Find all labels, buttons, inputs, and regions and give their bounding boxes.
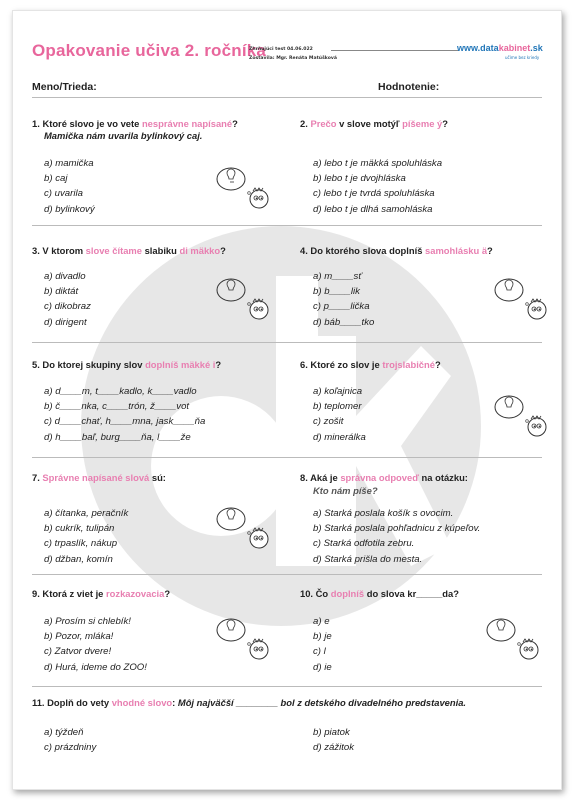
thinking-face-icon: [250, 299, 268, 319]
thinking-face-icon: [250, 188, 268, 208]
question-11-answers-left: [44, 725, 96, 755]
answer-option[interactable]: c) d____chať, h____mna, jask____ňa: [44, 416, 206, 428]
answer-option[interactable]: a) lebo t je mäkká spoluhláska: [313, 158, 443, 169]
answer-option[interactable]: c) l: [313, 646, 326, 658]
question-8-answers: [313, 506, 480, 567]
answer-option[interactable]: c) uvarila: [44, 188, 83, 200]
question-6-answers: [313, 384, 366, 445]
test-meta: [249, 45, 337, 63]
name-field-label: Meno/Trieda:: [32, 81, 97, 93]
answer-option[interactable]: b) b____lik: [313, 286, 360, 298]
question-9-answers: [44, 614, 147, 675]
question-2-answers: [313, 156, 442, 217]
answer-option[interactable]: d) džban, komín: [44, 553, 113, 565]
question-3-answers: [44, 269, 91, 330]
answer-option[interactable]: d) lebo t je dlhá samohláska: [313, 203, 433, 215]
lightbulb-thinking-icon: [209, 274, 271, 320]
question-3: 3. V ktorom slove čítame slabiku di mäkko?: [32, 245, 226, 256]
answer-option[interactable]: a) čítanka, peračník: [44, 508, 129, 519]
answer-option[interactable]: b) teplomer: [313, 401, 362, 413]
answer-option[interactable]: a) mamička: [44, 158, 94, 169]
lightbulb-thinking-icon: [479, 614, 541, 660]
thinking-face-icon: [520, 639, 538, 659]
section-divider: [32, 457, 542, 458]
answer-option[interactable]: b) diktát: [44, 286, 79, 298]
question-5-answers: [44, 384, 205, 445]
section-divider: [32, 686, 542, 687]
lightbulb-thinking-icon: [487, 274, 549, 320]
question-10-answers: [313, 614, 332, 675]
question-4: 4. Do ktorého slova doplníš samohlásku ä?: [300, 245, 493, 256]
answer-option[interactable]: a) Starká poslala košík s ovocim.: [313, 508, 454, 519]
thinking-face-icon: [528, 299, 546, 319]
question-8-sentence: Kto nám píše?: [313, 485, 378, 496]
thinking-face-icon: [250, 528, 268, 548]
answer-option[interactable]: c) zošit: [313, 416, 344, 428]
answer-option[interactable]: d) Hurá, ideme do ZOO!: [44, 661, 147, 673]
answer-option[interactable]: b) je: [313, 631, 332, 643]
answer-option[interactable]: c) trpaslík, nákup: [44, 538, 118, 550]
question-4-answers: [313, 269, 374, 330]
worksheet-page: [12, 10, 562, 790]
answer-option[interactable]: d) báb____tko: [313, 316, 375, 328]
question-9: 9. Ktorá z viet je rozkazovacia?: [32, 588, 171, 599]
answer-option[interactable]: d) h____baľ, burg____ňa, l____že: [44, 431, 191, 443]
answer-option[interactable]: b) cukrík, tulipán: [44, 523, 115, 535]
answer-option[interactable]: a) koľajnica: [313, 386, 363, 397]
site-tagline: učíme bez kriedy: [505, 55, 540, 60]
answer-option[interactable]: c) p____lička: [313, 301, 370, 313]
answer-option[interactable]: d) Starká prišla do mesta.: [313, 553, 423, 565]
lightbulb-thinking-icon: [209, 503, 271, 549]
answer-option[interactable]: c) Zatvor dvere!: [44, 646, 112, 658]
lightbulb-thinking-icon: [209, 614, 271, 660]
answer-option[interactable]: c) Starká odfotila zebru.: [313, 538, 415, 550]
question-7: 7. Správne napísané slová sú:: [32, 472, 166, 483]
question-11: 11. Doplň do vety vhodné slovo: Môj najväčší ________ bol z detského divadelného predstavenia.: [32, 697, 467, 708]
test-date: Zhrňujúci test 04.06.022: [249, 47, 313, 52]
answer-option[interactable]: b) Pozor, mláka!: [44, 631, 114, 643]
answer-option[interactable]: c) dikobraz: [44, 301, 91, 313]
question-5: 5. Do ktorej skupiny slov doplníš mäkké i?: [32, 359, 222, 370]
question-1-sentence: Mamička nám uvarila bylinkový caj.: [44, 130, 203, 141]
question-10: 10. Čo doplníš do slova kr_____da?: [300, 588, 459, 599]
answer-option[interactable]: b) lebo t je dvojhláska: [313, 173, 406, 185]
answer-option[interactable]: a) Prosím si chlebík!: [44, 616, 131, 627]
answer-option[interactable]: a) týždeň: [44, 727, 84, 738]
lightbulb-thinking-icon: [487, 391, 549, 437]
question-1-answers: [44, 156, 95, 217]
question-2: 2. Prečo v slove motýľ píšeme ý?: [300, 118, 448, 129]
answer-option[interactable]: a) m____sť: [313, 271, 362, 282]
answer-option[interactable]: c) lebo t je tvrdá spoluhláska: [313, 188, 435, 200]
meta-underline: [331, 50, 459, 51]
section-divider: [32, 574, 542, 575]
answer-option[interactable]: b) piatok: [313, 727, 350, 738]
answer-option[interactable]: a) d____m, t____kadlo, k____vadlo: [44, 386, 197, 397]
thinking-face-icon: [528, 416, 546, 436]
header-divider: [32, 97, 542, 98]
answer-option[interactable]: b) č____nka, c____trón, ž____vot: [44, 401, 190, 413]
answer-option[interactable]: d) bylinkový: [44, 203, 95, 215]
site-link[interactable]: www.datakabinet.sk: [457, 43, 543, 53]
question-6: 6. Ktoré zo slov je trojslabičné?: [300, 359, 441, 370]
question-7-answers: [44, 506, 128, 567]
lightbulb-thinking-icon: [209, 163, 271, 209]
answer-option[interactable]: d) minerálka: [313, 431, 366, 443]
thinking-face-icon: [250, 639, 268, 659]
question-1: 1. Ktoré slovo je vo vete nesprávne napísané?: [32, 118, 238, 129]
answer-option[interactable]: a) e: [313, 616, 330, 627]
answer-option[interactable]: d) zážitok: [313, 742, 355, 754]
page-title: Opakovanie učiva 2. ročníka: [32, 41, 267, 60]
answer-option[interactable]: d) ie: [313, 661, 332, 673]
answer-option[interactable]: c) prázdniny: [44, 742, 97, 754]
question-11-answers-right: [313, 725, 354, 755]
answer-option[interactable]: a) divadlo: [44, 271, 86, 282]
grade-field-label: Hodnotenie:: [378, 81, 440, 93]
answer-option[interactable]: b) caj: [44, 173, 68, 185]
question-8: 8. Aká je správna odpoveď na otázku:: [300, 472, 468, 483]
answer-option[interactable]: d) dirigent: [44, 316, 87, 328]
section-divider: [32, 225, 542, 226]
test-author: Zostavila: Mgr. Renáta Matúšková: [249, 56, 337, 61]
section-divider: [32, 342, 542, 343]
answer-option[interactable]: b) Starká poslala pohľadnicu z kúpeľov.: [313, 523, 481, 535]
question-11-sentence: Môj najväčší ________ bol z detského divadelného predstavenia.: [177, 697, 467, 708]
